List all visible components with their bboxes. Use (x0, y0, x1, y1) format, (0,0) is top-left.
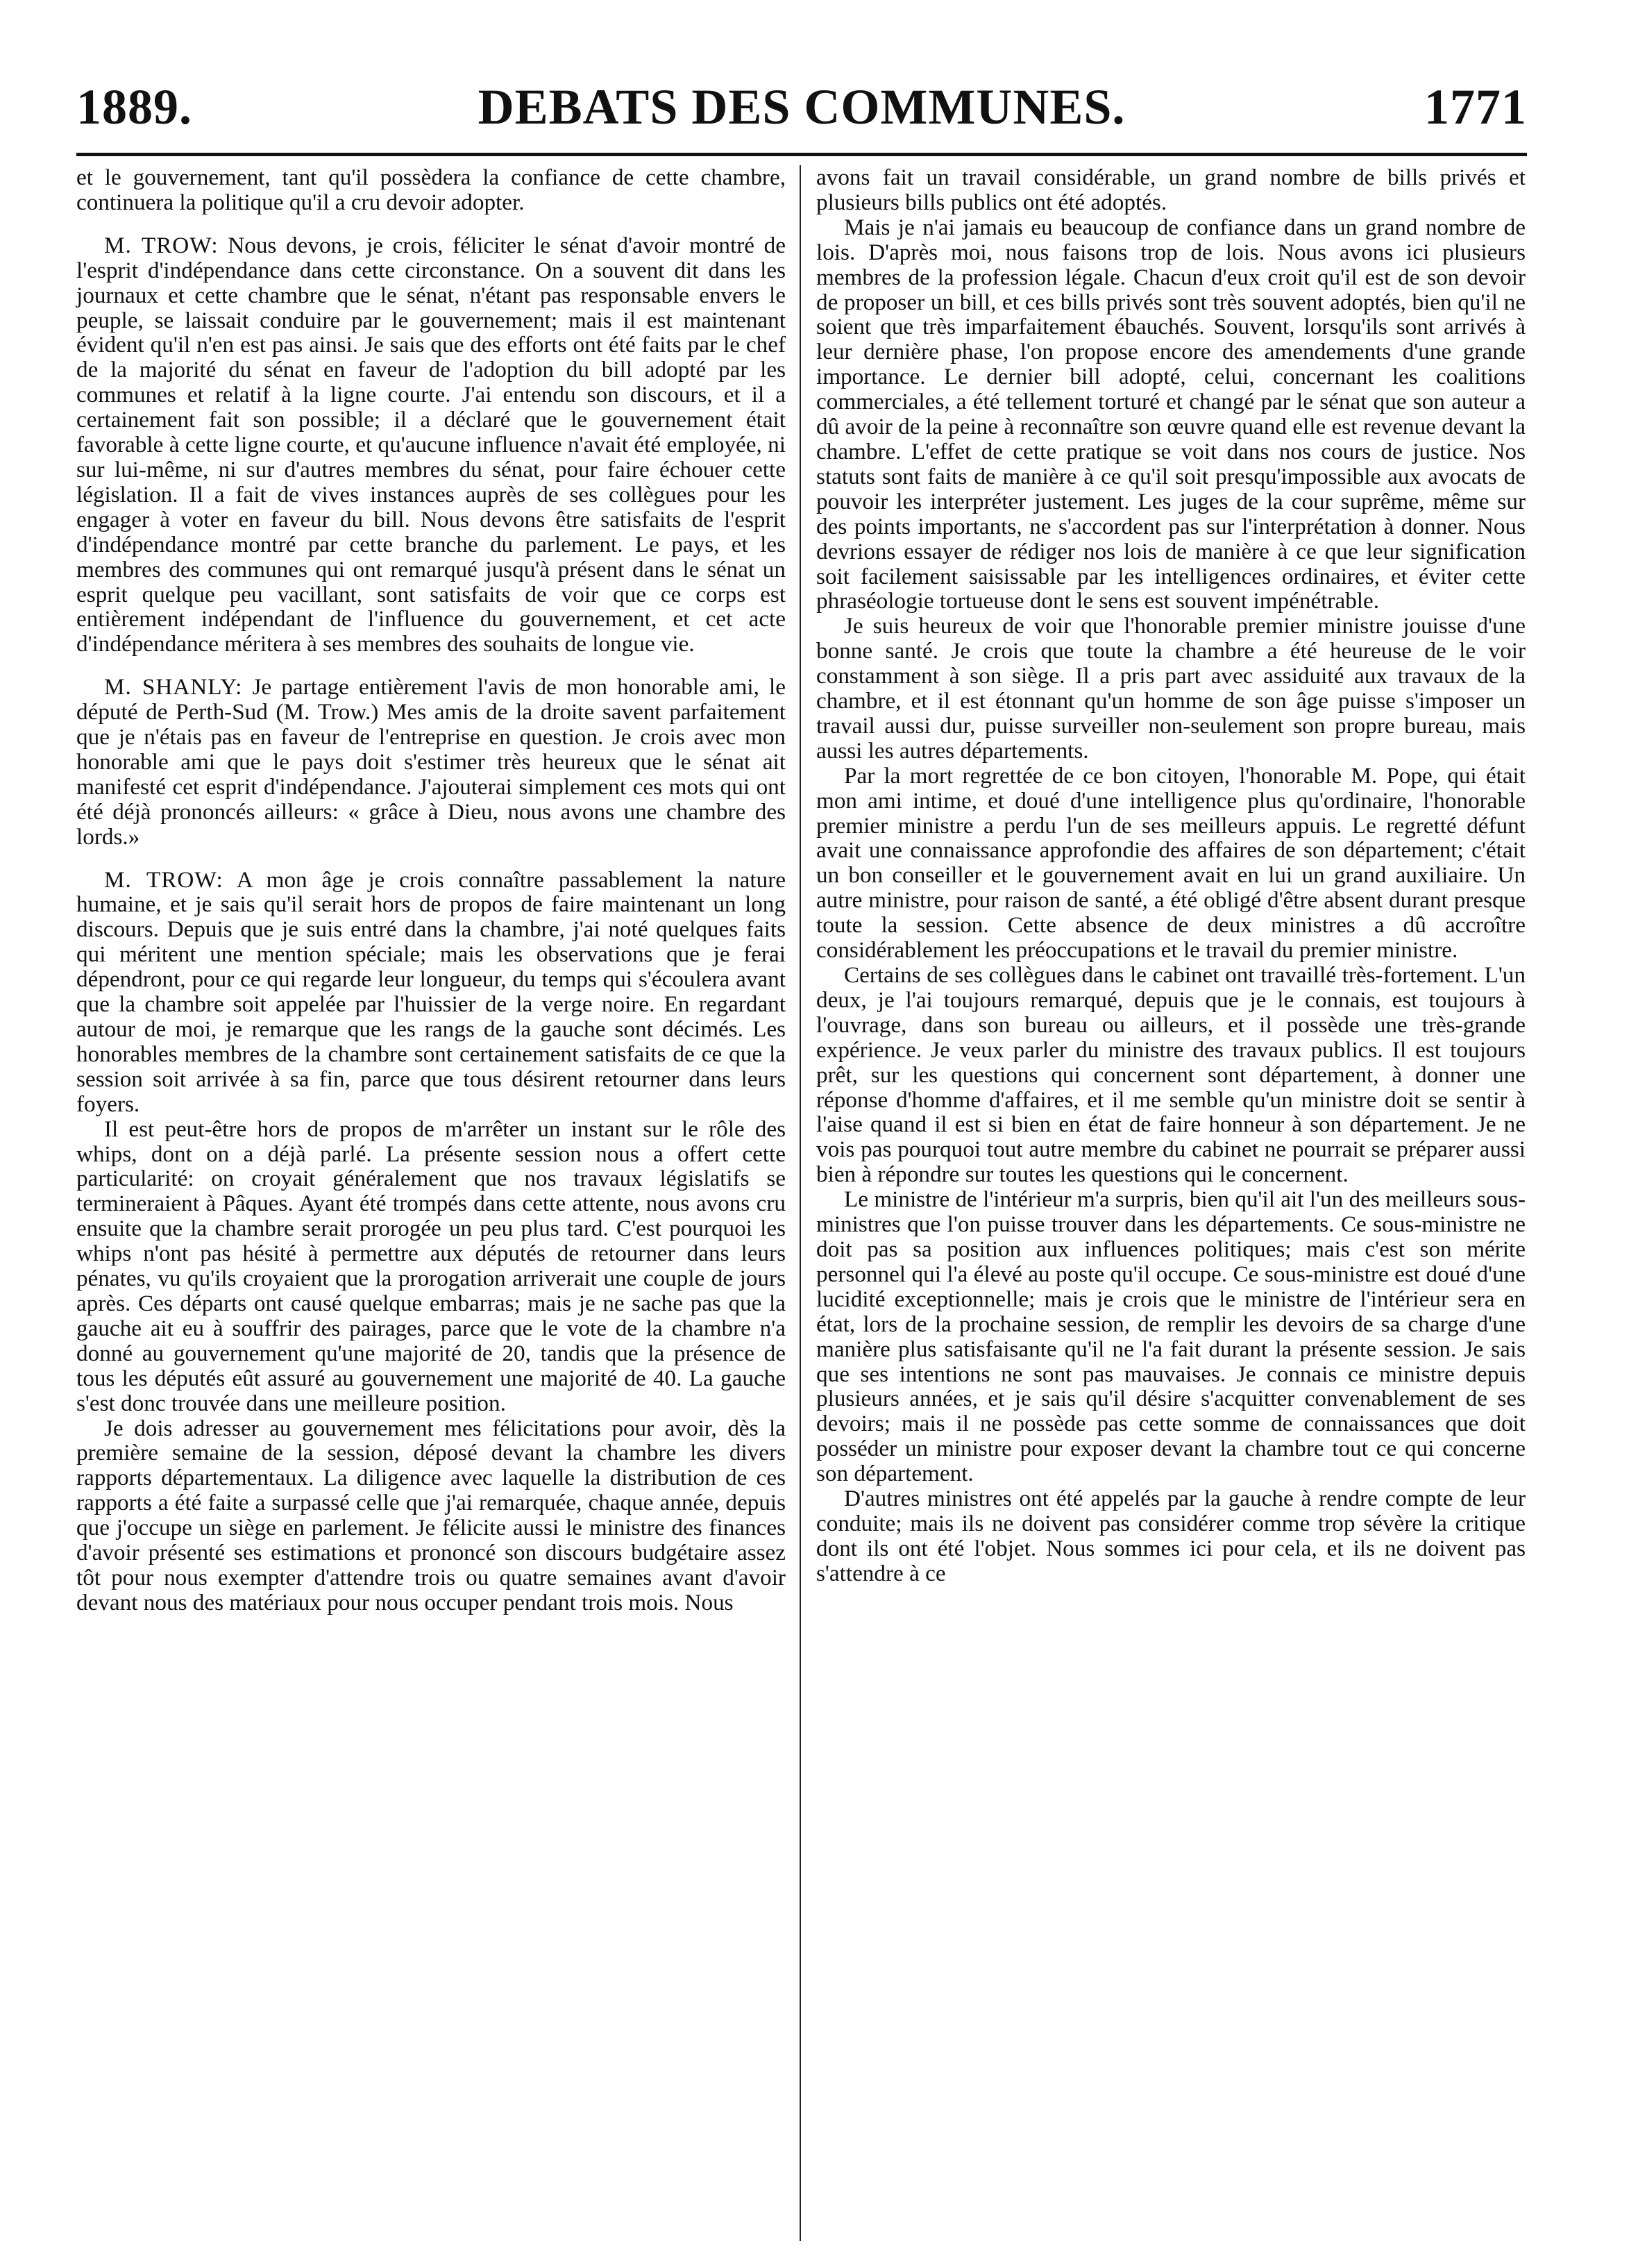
paragraph-text: Je suis heureux de voir que l'honorable premier ministre jouisse d'une bonne santé. Je crois que toute la chambre a été heureuse de le voir constamment à son siège. Il a pris part avec assiduité aux travaux de la chambre, et il est étonnant qu'un homme de son âge puisse s'imposer un travail aussi dur, puisse surveiller non-seulement son propre bureau, mais aussi les autres départements. (816, 613, 1526, 764)
text-columns (76, 165, 1527, 2241)
right-column (816, 165, 1526, 1586)
paragraph (76, 233, 786, 657)
paragraph (816, 165, 1526, 215)
paragraph (816, 963, 1526, 1187)
paragraph (816, 764, 1526, 963)
paragraph-text: Par la mort regrettée de ce bon citoyen, l'honorable M. Pope, qui était mon ami intime, et doué d'une intelligence plus qu'ordinaire, l'honorable premier ministre a perdu l'un de ses meilleurs appuis. Le regretté défunt avait une connaissance approfondie des affaires de son département; c'était un bon conseiller et le gouvernement avait en lui un grand auxiliaire. Un autre ministre, pour raison de santé, a été obligé d'être absent durant presque toute la session. Cette absence de deux ministres a dû accroître considérablement les préoccupations et le travail du premier ministre. (816, 762, 1526, 964)
paragraph (76, 165, 786, 215)
paragraph (76, 1416, 786, 1615)
paragraph-text: Mais je n'ai jamais eu beaucoup de confiance dans un grand nombre de lois. D'après moi, nous faisons trop de lois. Nous avons ici plusieurs membres de la profession légale. Chacun d'eux croit qu'il est de son devoir de proposer un bill, et ces bills privés sont très souvent adoptés, bien qu'il ne soient que très imparfaitement ébauchés. Souvent, lorsqu'ils sont arrivés à leur dernière phase, l'on propose encore des amendements d'une grande importance. Le dernier bill adopté, celui, concernant les coalitions commerciales, a été tellement torturé et changé par le sénat que son auteur a dû avoir de la peine à reconnaître son œuvre quand elle est revenue devant la chambre. L'effet de cette pratique se voit dans nos cours de justice. Nos statuts sont faits de manière à ce qu'il soit presqu'impossible aux avocats de pouvoir les interpréter justement. Les juges de la cour suprême, même sur des points importants, ne s'accordent pas sur l'interprétation à donner. Nous devrions essayer de rédiger nos lois de manière à ce que leur signification soit facilement saisissable par les intelligences ordinaires, et éviter cette phraséologie tortueuse dont le sens est souvent impénétrable. (816, 214, 1526, 614)
paragraph (816, 614, 1526, 763)
page-header (76, 75, 1527, 139)
column-divider (800, 165, 801, 2241)
speaker-name: M. SHANLY: (104, 674, 243, 700)
paragraph (76, 868, 786, 1117)
paragraph-text: Le ministre de l'intérieur m'a surpris, bien qu'il ait l'un des meilleurs sous-ministres que l'on puisse trouver dans les départements. Ce sous-ministre ne doit pas sa position aux influences politiques; mais c'est son mérite personnel qui l'a élevé au poste qu'il occupe. Ce sous-ministre est doué d'une lucidité exceptionnelle; mais je crois que le ministre de l'intérieur sera en état, lors de la prochaine session, de remplir les devoirs de sa charge d'une manière plus satisfaisante qu'il ne l'a fait durant la présente session. Je sais que ses intentions ne sont pas mauvaises. Je connais ce ministre depuis plusieurs années, et je sais qu'il désire s'acquitter convenablement de ses devoirs; mais il ne possède pas cette somme de connaissances que doit posséder un ministre pour exposer devant la chambre tout ce qui concerne son département. (816, 1186, 1526, 1487)
left-column (76, 165, 786, 1615)
paragraph (76, 1117, 786, 1416)
newspaper-page (76, 75, 1527, 2241)
paragraph (76, 675, 786, 849)
paragraph (816, 1486, 1526, 1586)
paragraph-text: A mon âge je crois connaître passablement la nature humaine, et je sais qu'il serait hors de propos de faire maintenant un long discours. Depuis que je suis entré dans la chambre, j'ai noté quelques faits qui méritent une mention spéciale; mais les observations que je ferai dépendront, pour ce qui regarde leur longueur, du temps qui s'écoulera avant que la chambre soit appelée par l'huissier de la verge noire. En regardant autour de moi, je remarque que les rangs de la gauche sont décimés. Les honorables membres de la chambre sont certainement satisfaits de ce que la session soit arrivée à sa fin, parce que tous désirent retourner dans leurs foyers. (76, 866, 786, 1117)
paragraph-text: Je partage entièrement l'avis de mon honorable ami, le député de Perth-Sud (M. Trow.) Mes amis de la droite savent parfaitement que je n'étais pas en faveur de l'entreprise en question. Je crois avec mon honorable ami que le pays doit s'estimer très heureux que le sénat ait manifesté cet esprit d'indépendance. J'ajouterai simplement ces mots qui ont été déjà prononcés ailleurs: « grâce à Dieu, nous avons une chambre des lords.» (76, 674, 786, 850)
paragraph (816, 215, 1526, 614)
header-rule (76, 153, 1527, 156)
paragraph-text: Je dois adresser au gouvernement mes félicitations pour avoir, dès la première semaine de la session, déposé devant la chambre les divers rapports départementaux. La diligence avec laquelle la distribution de ces rapports a été faite a surpassé celle que j'ai remarquée, chaque année, depuis que j'occupe un siège en parlement. Je félicite aussi le ministre des finances d'avoir présenté ses estimations et prononcé son discours budgétaire assez tôt pour nous exempter d'attendre trois ou quatre semaines avant d'avoir devant nous des matériaux pour nous occuper pendant trois mois. Nous (76, 1415, 786, 1615)
speaker-name: M. TROW: (104, 866, 223, 893)
paragraph-text: D'autres ministres ont été appelés par la gauche à rendre compte de leur conduite; mais ils ne doivent pas considérer comme trop sévère la critique dont ils ont été l'objet. Nous sommes ici pour cela, et ils ne doivent pas s'attendre à ce (816, 1486, 1526, 1586)
header-page-number: 1771 (1424, 79, 1527, 135)
speaker-name: M. TROW: (104, 232, 219, 258)
paragraph-text: avons fait un travail considérable, un grand nombre de bills privés et plusieurs bills publics ont été adoptés. (816, 165, 1526, 215)
paragraph-text: Il est peut-être hors de propos de m'arrêter un instant sur le rôle des whips, dont on a déjà parlé. La présente session nous a offert cette particularité: on croyait généralement que nos travaux législatifs se termineraient à Pâques. Ayant été trompés dans cette attente, nous avons cru ensuite que la chambre serait prorogée un peu plus tard. C'est pourquoi les whips n'ont pas hésité à permettre aux députés de retourner dans leurs pénates, vu qu'ils croyaient que la prorogation arriverait une couple de jours après. Ces départs ont causé quelque embarras; mais je ne sache pas que la gauche ait eu à souffrir des pairages, parce que le vote de la chambre n'a donné au gouvernement qu'une majorité de 20, tandis que la présence de tous les députés eût assuré au gouvernement une majorité de 40. La gauche s'est donc trouvée dans une meilleure position. (76, 1116, 786, 1416)
header-year: 1889. (76, 79, 192, 135)
header-title: DEBATS DES COMMUNES. (478, 79, 1126, 135)
paragraph-text: et le gouvernement, tant qu'il possèdera la confiance de cette chambre, continuera la politique qu'il a cru devoir adopter. (76, 165, 786, 215)
paragraph (816, 1187, 1526, 1486)
paragraph-text: Nous devons, je crois, féliciter le sénat d'avoir montré de l'esprit d'indépendance dans cette circonstance. On a souvent dit dans les journaux et cette chambre que le sénat, n'étant pas responsable envers le peuple, se laissait conduire par le gouvernement; mais il est maintenant évident qu'il n'en est pas ainsi. Je sais que des efforts ont été faits par le chef de la majorité du sénat en faveur de l'adoption du bill adopté par les communes et relatif à la ligne courte. J'ai entendu son discours, et il a certainement fait son possible; il a déclaré que le gouvernement était favorable à cette ligne courte, et qu'aucune influence n'avait été employée, ni sur lui-même, ni sur d'autres membres du sénat, pour faire échouer cette législation. Il a fait de vives instances auprès de ses collègues pour les engager à voter en faveur du bill. Nous devons être satisfaits de l'esprit d'indépendance montré par cette branche du parlement. Le pays, et les membres des communes qui ont remarqué jusqu'à présent dans le sénat un esprit quelque peu vacillant, sont satisfaits de voir que ce corps est entièrement indépendant de l'influence du gouvernement, et cet acte d'indépendance méritera à ses membres des souhaits de longue vie. (76, 232, 786, 657)
paragraph-text: Certains de ses collègues dans le cabinet ont travaillé très-fortement. L'un deux, je l'ai toujours remarqué, depuis que je le connais, est toujours à l'ouvrage, dans son bureau ou ailleurs, et il possède une très-grande expérience. Je veux parler du ministre des travaux publics. Il est toujours prêt, sur les questions qui concernent sont département, à donner une réponse d'homme d'affaires, et il me semble qu'un ministre doit se sentir à l'aise quand il est si bien en état de faire honneur à son département. Je ne vois pas pourquoi tout autre membre du cabinet ne pourrait se préparer aussi bien à répondre sur toutes les questions qui le concernent. (816, 962, 1526, 1188)
